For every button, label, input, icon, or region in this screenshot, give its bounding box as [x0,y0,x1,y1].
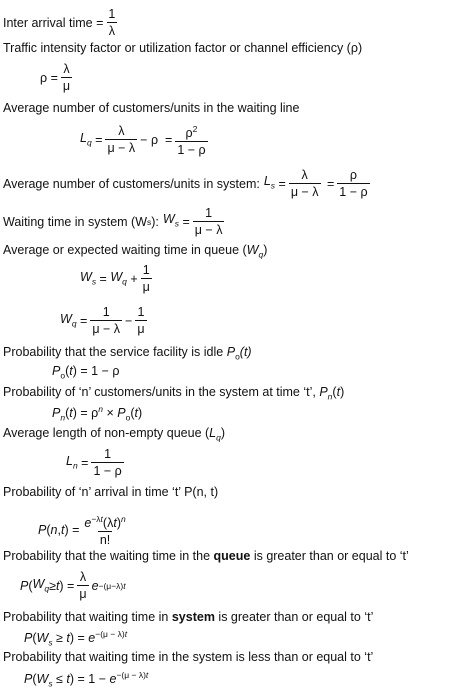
nonempty-queue-label: Average length of non-empty queue ( [3,426,210,440]
pn-equation: $P_n(t) = \rho^n \times P_o(t)$ [52,404,143,423]
waiting-line-label: Average number of customers/units in the waiting line [3,101,300,115]
idle-probability-label: Probability that the service facility is idle [3,345,227,359]
traffic-intensity-label: Traffic intensity factor or utilization factor or channel efficiency (ρ) [3,41,363,55]
queue-ge-line [3,548,409,564]
system-number-line: Average number of customers/units in system: $L_s$ = $\frac{\lambda}{\mu - \lambda}$ = $\frac{\rho}{1 - \rho}$ [3,168,368,199]
n-customers-line: Probability of ‘n’ customers/units in the system at time ‘t’, $P_n(t)$ [3,385,345,402]
ln-equation: $L_n$ = $\frac{1}{1 - \rho}$ [66,447,122,478]
pwq-equation: P ( $W_q$ ≥ t ) = $\frac{\lambda}{\mu}$ e −(μ−λ)t [20,570,126,601]
system-ge-line [3,609,373,625]
po-equation: $P_o(t) = 1 - \rho$ [52,364,120,381]
system-ge-label-b: is greater than or equal to ‘t’ [214,610,374,624]
n-customers-label: Probability of ‘n’ customers/units in the system at time ‘t’, [3,385,320,399]
waiting-time-system-label: Waiting time in system (W [3,214,148,229]
n-arrival-label: Probability of ‘n’ arrival in time ‘t’ P(n, t) [3,485,219,499]
pws-le-equation: $P(W_s \le t) = 1 - e^{-(\mu - \lambda)t}$ [24,670,149,689]
wq-equation: $W_q$ = $\frac{1}{\mu - \lambda}$ − $\frac{1}{\mu}$ [60,305,145,336]
lq-equation: $L_q$ = $\frac{\lambda}{\mu - \lambda}$ − ρ = $\frac{\rho^2}{1 - \rho}$ [80,124,206,158]
system-keyword: system [171,610,215,624]
queue-waiting-line: Average or expected waiting time in queue $(W_q)$ [3,243,268,260]
idle-probability-line: Probability that the service facility is idle $P_o(t)$ [3,345,252,362]
ws-equation: $W_s$ = $W_q$ + $\frac{1}{\mu}$ [80,263,150,294]
queue-keyword: queue [213,549,251,563]
queue-ge-label-b: is greater than or equal to ‘t’ [250,549,409,563]
system-ge-label-a: Probability that waiting time in [3,610,172,624]
nonempty-queue-line: Average length of non-empty queue $(L_q)$ [3,426,226,443]
pws-ge-equation: $P(W_s \ge t) = e^{-(\mu - \lambda)t}$ [24,629,128,648]
queue-waiting-label: Average or expected waiting time in queue ( [3,243,247,257]
inter-arrival-line [3,7,120,38]
inter-arrival-fraction: $\frac{1}{\lambda}$ [108,7,116,38]
pnt-equation: P ( n , t ) = $\frac{e^{-\lambda t}(\lambda t)^n}{n!}$ [38,514,126,548]
rho-equation: ρ = $\frac{\lambda}{\mu}$ [40,62,71,93]
waiting-time-system-line: Waiting time in system (W s ): $W_s$ = $\frac{1}{\mu - \lambda}$ [3,206,223,237]
system-number-label: Average number of customers/units in system: [3,176,260,191]
system-le-label: Probability that waiting time in the system is less than or equal to ‘t’ [3,650,374,664]
queue-ge-label-a: Probability that the waiting time in the [3,549,214,563]
inter-arrival-label: Inter arrival time = [3,15,104,30]
